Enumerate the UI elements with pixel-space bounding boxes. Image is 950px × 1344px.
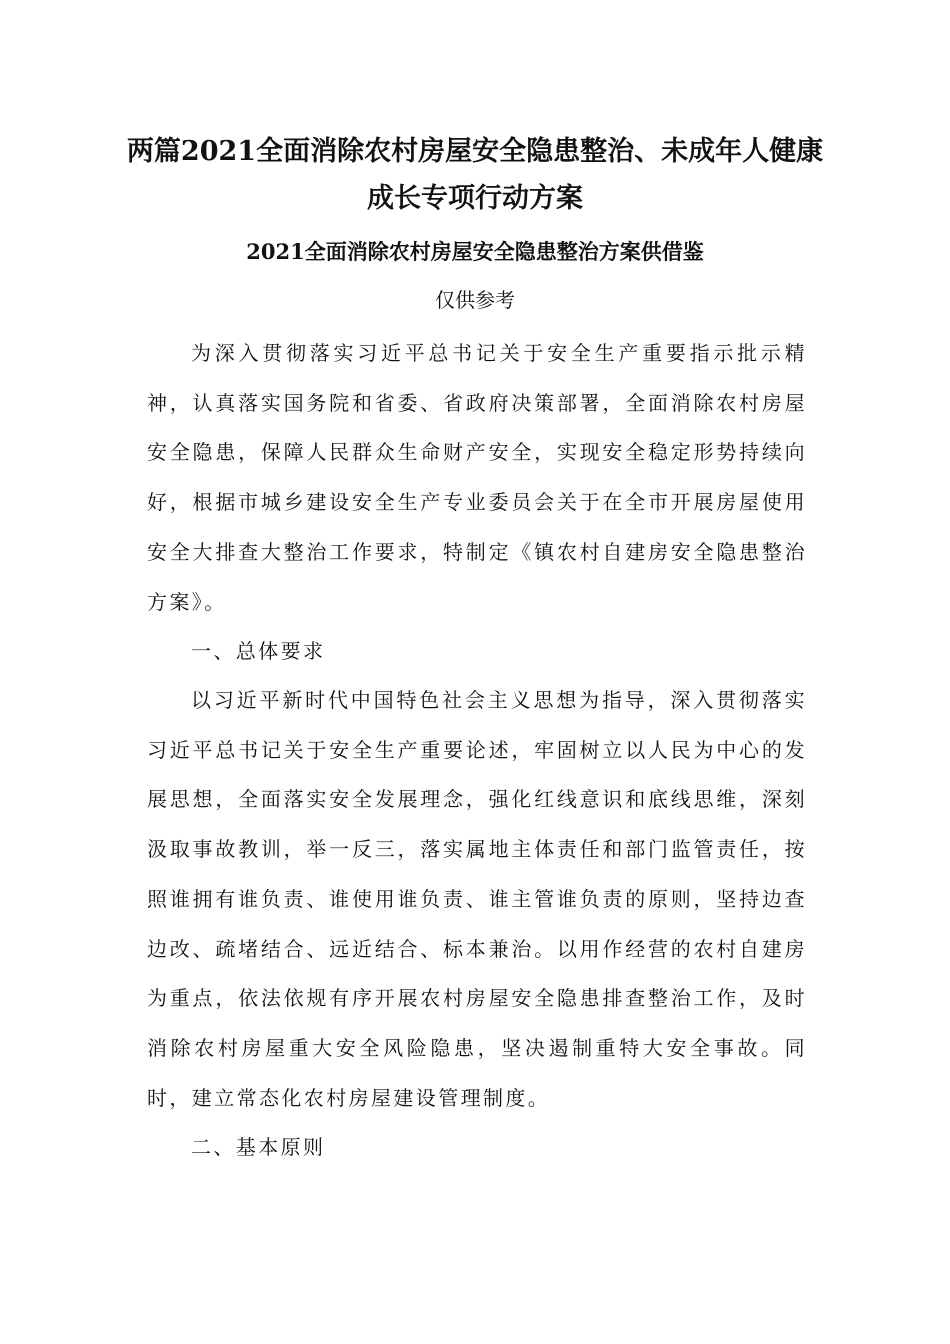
- reference-note: 仅供参考: [435, 288, 515, 312]
- document-subtitle: 2021全面消除农村房屋安全隐患整治方案供借鉴: [246, 239, 704, 264]
- document-title-line-2: 成长专项行动方案: [367, 183, 583, 214]
- general-requirements-paragraph: 以习近平新时代中国特色社会主义思想为指导，深入贯彻落实习近平总书记关于安全生产重要论述，牢固树立以人民为中心的发展思想，全面落实安全发展理念，强化红线意识和底线思维，深刻汲取事故教训，举一反三，落实属地主体责任和部门监管责任，按照谁拥有谁负责、谁使用谁负责、谁主管谁负责的原则，坚持边查边改、疏堵结合、远近结合、标本兼治。以用作经营的农村自建房为重点，依法依规有序开展农村房屋安全隐患排查整治工作，及时消除农村房屋重大安全风险隐患，坚决遏制重特大安全事故。同时，建立常态化农村房屋建设管理制度。: [147, 688, 807, 1110]
- section-heading-general-requirements: 一、总体要求: [191, 639, 326, 663]
- intro-paragraph: 为深入贯彻落实习近平总书记关于安全生产重要指示批示精神，认真落实国务院和省委、省政府决策部署，全面消除农村房屋安全隐患，保障人民群众生命财产安全，实现安全稳定形势持续向好，根据市城乡建设安全生产专业委员会关于在全市开展房屋使用安全大排查大整治工作要求，特制定《镇农村自建房安全隐患整治方案》。: [147, 341, 807, 614]
- document-title-line-1: 两篇2021全面消除农村房屋安全隐患整治、未成年人健康: [126, 136, 824, 167]
- section-heading-basic-principles: 二、基本原则: [191, 1135, 326, 1159]
